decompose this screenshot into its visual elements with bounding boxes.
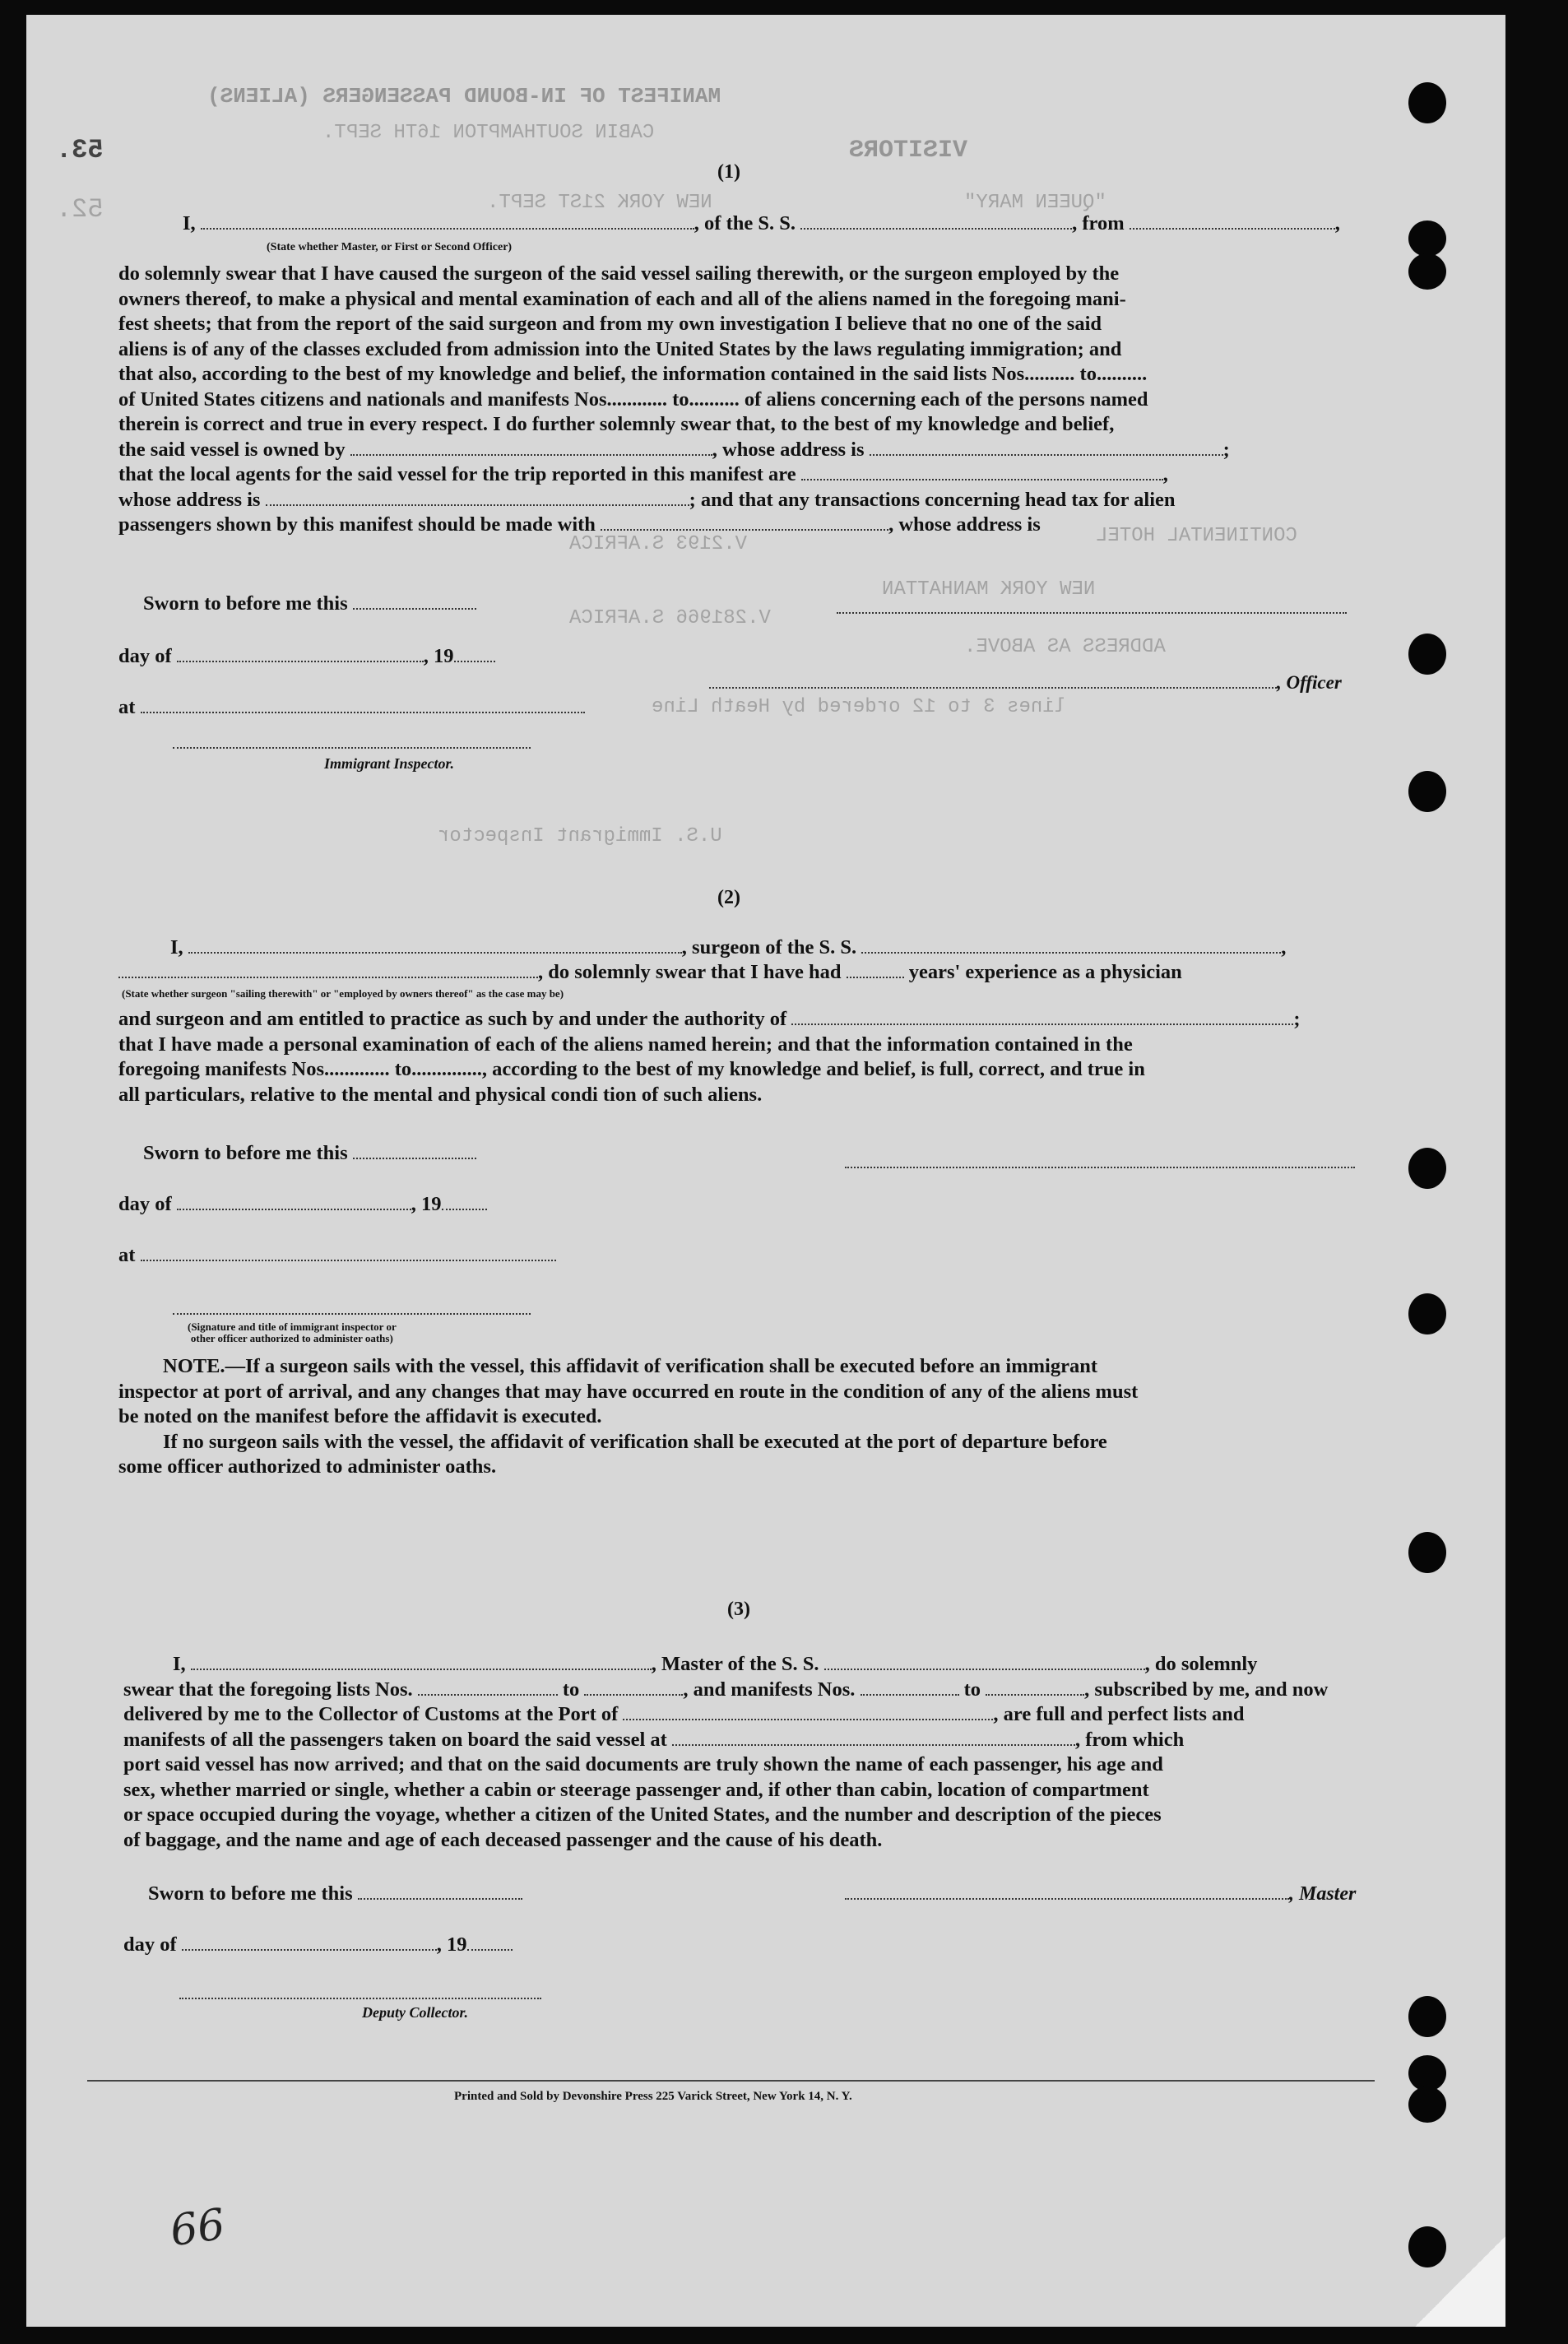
punch-hole — [1408, 2226, 1446, 2267]
paragraph-line: sex, whether married or single, whether a cabin or steerage passenger and, if other than cabin, location of compartment — [123, 1778, 1149, 1801]
paragraph-line: the said vessel is owned by , whose address is ; — [118, 438, 1230, 461]
manifests-to-field[interactable] — [986, 1679, 1084, 1696]
at-line-2: at — [118, 1244, 556, 1267]
sworn-date-field[interactable] — [353, 1143, 476, 1159]
master-signature-field[interactable] — [845, 1883, 1289, 1900]
surgeon-vessel-field[interactable] — [861, 937, 1281, 954]
bleed-through-line: NEW YORK MANHATTAN — [882, 578, 1096, 601]
paragraph-line: passengers shown by this manifest should be made with , whose address is — [118, 513, 1041, 536]
paragraph-line: that also, according to the best of my knowledge and belief, the information contained in the said lists Nos.......... to.......... — [118, 363, 1148, 385]
paragraph-line: whose address is ; and that any transactions concerning head tax for alien — [118, 488, 1176, 511]
bleed-through-line: V.2193 S.AFRICA — [569, 533, 748, 555]
section-1-oath-line: I, , of the S. S. , from , — [183, 212, 1340, 234]
from-field[interactable] — [1130, 213, 1335, 230]
state-note: (State whether Master, or First or Second Officer) — [267, 241, 513, 253]
year-field[interactable] — [467, 1934, 513, 1951]
section-2-body — [118, 1007, 1301, 1107]
owner-field[interactable] — [350, 439, 712, 456]
paragraph-line: delivered by me to the Collector of Customs at the Port of , are full and perfect lists and — [123, 1703, 1245, 1725]
master-name-field[interactable] — [191, 1654, 652, 1670]
note-block — [118, 1354, 1138, 1480]
inspector-signature-line-2[interactable] — [173, 1313, 531, 1315]
bleed-through-line: VISITORS — [849, 137, 968, 165]
day-of-field[interactable] — [177, 646, 424, 662]
punch-hole — [1408, 634, 1446, 675]
section-2-line-2: , do solemnly swear that I have had years' experience as a physician — [118, 961, 1182, 984]
sworn-line-3: Sworn to before me this — [148, 1882, 522, 1905]
punch-hole — [1408, 253, 1446, 290]
master-sign-line — [845, 1882, 1356, 1905]
owner-address-field[interactable] — [870, 439, 1223, 456]
bleed-through-line: ADDRESS AS ABOVE. — [964, 636, 1166, 658]
punch-hole — [1408, 220, 1446, 257]
at-line-1: at — [118, 696, 585, 719]
punch-hole — [1408, 82, 1446, 123]
section-1-body — [118, 262, 1230, 538]
day-of-field[interactable] — [182, 1934, 437, 1951]
day-of-line-3: day of , 19 — [123, 1933, 513, 1956]
sworn-date-field[interactable] — [353, 593, 476, 610]
section-3-body — [123, 1652, 1328, 1853]
sig-note: (Signature and title of immigrant inspector or other officer authorized to administer oaths) — [188, 1321, 397, 1344]
day-of-field[interactable] — [177, 1194, 411, 1210]
handwritten-number: 66 — [167, 2199, 229, 2257]
authority-field[interactable] — [791, 1009, 1293, 1025]
paragraph-line: aliens is of any of the classes excluded from admission into the United States by the laws regulating immigration; and — [118, 337, 1122, 360]
footer-rule — [87, 2080, 1375, 2082]
punch-hole — [1408, 1293, 1446, 1334]
surgeon-state-note: (State whether surgeon "sailing therewith" or "employed by owners thereof" as the case may be) — [122, 987, 564, 1000]
bleed-through-line: CONTINENTAL HOTEL — [1096, 525, 1297, 547]
paragraph-line: that the local agents for the said vessel for the trip reported in this manifest are , — [118, 463, 1168, 485]
local-agents-field[interactable] — [801, 464, 1163, 480]
section-2-line-1: I, , surgeon of the S. S. , — [170, 936, 1287, 958]
collector-signature-line[interactable] — [179, 1998, 541, 1999]
paragraph-line: foregoing manifests Nos............. to.............., according to the best of my knowledge and belief, is full, correct, and true in — [118, 1058, 1145, 1080]
manifest-page — [26, 15, 1505, 2327]
paragraph-line: manifests of all the passengers taken on board the said vessel at , from which — [123, 1728, 1185, 1751]
of-ss-label: , of the S. S. — [694, 212, 796, 234]
bleed-through-line: "QUEEN MARY" — [964, 192, 1106, 214]
bleed-through-title: MANIFEST OF IN-BOUND PASSENGERS (ALIENS) — [207, 84, 721, 109]
manifests-from-field[interactable] — [861, 1679, 959, 1696]
boarding-port-field[interactable] — [672, 1729, 1075, 1746]
day-of-line-1: day of , 19 — [118, 645, 495, 668]
paragraph-line: port said vessel has now arrived; and that on the said documents are truly shown the name of each passenger, his age and — [123, 1753, 1163, 1775]
paragraph-line: of United States citizens and nationals and manifests Nos............ to.......... of aliens concerning each of the persons named — [118, 388, 1148, 411]
bleed-through-line: V.281966 S.AFRICA — [569, 607, 771, 629]
inspector-signature-line[interactable] — [173, 747, 531, 749]
sworn-line-2: Sworn to before me this — [143, 1142, 476, 1165]
sworn-line-1: Sworn to before me this — [143, 592, 476, 615]
master-vessel-field[interactable] — [824, 1654, 1145, 1670]
officer-line — [709, 671, 1342, 694]
bleed-through-line: NEW YORK 21ST SEPT. — [487, 192, 712, 214]
sworn-date-field[interactable] — [358, 1883, 522, 1900]
lists-from-field[interactable] — [418, 1679, 558, 1696]
printer-credit: Printed and Sold by Devonshire Press 225 Varick Street, New York 14, N. Y. — [454, 2090, 852, 2103]
paragraph-line: swear that the foregoing lists Nos. to , and manifests Nos. to , subscribed by me, and now — [123, 1678, 1329, 1701]
agents-address-field[interactable] — [266, 490, 689, 506]
officer-title-field[interactable] — [709, 672, 1277, 689]
note-line: If no surgeon sails with the vessel, the affidavit of verification shall be executed at the port of departure before — [163, 1430, 1107, 1453]
section-1-number: (1) — [717, 161, 740, 183]
note-line: NOTE.—If a surgeon sails with the vessel, this affidavit of verification shall be executed before an immigrant — [163, 1355, 1098, 1377]
punch-hole — [1408, 1996, 1446, 2037]
bleed-through-line: lines 3 to 12 ordered by Heath Line — [652, 696, 1067, 718]
paragraph-line: or space occupied during the voyage, whether a citizen of the United States, and the number and description of the pieces — [123, 1803, 1162, 1826]
inspector-label: Immigrant Inspector. — [324, 755, 455, 772]
years-field[interactable] — [847, 962, 904, 978]
bleed-through-line: CABIN SOUTHAMPTON 16TH SEPT. — [322, 122, 655, 144]
paragraph-line: of baggage, and the name and age of each deceased passenger and the cause of his death. — [123, 1828, 883, 1851]
punch-hole — [1408, 1532, 1446, 1573]
collector-label: Deputy Collector. — [362, 2004, 468, 2021]
head-tax-agent-field[interactable] — [601, 514, 888, 531]
surgeon-signature-line[interactable] — [845, 1167, 1355, 1168]
master-label: , Master — [1289, 1883, 1357, 1905]
margin-number: 52. — [56, 194, 104, 225]
section-2-number: (2) — [717, 887, 740, 908]
at-field[interactable] — [141, 1245, 556, 1261]
paragraph-line: and surgeon and am entitled to practice as such by and under the authority of ; — [118, 1008, 1301, 1030]
margin-number: 53. — [56, 135, 104, 165]
punch-hole — [1408, 1148, 1446, 1189]
note-line: some officer authorized to administer oaths. — [118, 1455, 497, 1478]
port-field[interactable] — [623, 1704, 993, 1720]
officer-label: , Officer — [1277, 672, 1342, 693]
paragraph-line: all particulars, relative to the mental and physical condi tion of such aliens. — [118, 1083, 763, 1106]
surgeon-name-field[interactable] — [188, 937, 682, 954]
surgeon-capacity-field[interactable] — [118, 962, 538, 978]
paragraph-line: fest sheets; that from the report of the said surgeon and from my own investigation I believe that no one of the said — [118, 313, 1102, 335]
section-3-number: (3) — [727, 1599, 750, 1620]
paragraph-line: do solemnly swear that I have caused the surgeon of the said vessel sailing therewith, or the surgeon employed by the — [118, 262, 1120, 285]
officer-signature-line[interactable] — [837, 612, 1347, 614]
day-of-line-2: day of , 19 — [118, 1193, 487, 1216]
punch-hole — [1408, 2086, 1446, 2123]
note-line: be noted on the manifest before the affidavit is executed. — [118, 1405, 602, 1427]
officer-name-field[interactable] — [201, 213, 694, 230]
bleed-through-line: U.S. Immigrant Inspector — [438, 825, 722, 847]
note-line: inspector at port of arrival, and any changes that may have occurred en route in the condition of any of the aliens must — [118, 1380, 1139, 1403]
lists-to-field[interactable] — [584, 1679, 683, 1696]
paragraph-line: I, , Master of the S. S. , do solemnly — [173, 1653, 1258, 1675]
paragraph-line: therein is correct and true in every respect. I do further solemnly swear that, to the best of my knowledge and belief, — [118, 413, 1115, 435]
i-label: I, — [183, 212, 196, 234]
at-field[interactable] — [141, 697, 585, 713]
from-label: , from — [1072, 212, 1125, 234]
year-field[interactable] — [454, 646, 495, 662]
year-field[interactable] — [442, 1194, 487, 1210]
vessel-name-field[interactable] — [800, 213, 1072, 230]
paragraph-line: owners thereof, to make a physical and mental examination of each and all of the aliens named in the foregoing mani- — [118, 287, 1126, 310]
punch-hole — [1408, 771, 1446, 812]
paragraph-line: that I have made a personal examination of each of the aliens named herein; and that the information contained in the — [118, 1033, 1133, 1056]
